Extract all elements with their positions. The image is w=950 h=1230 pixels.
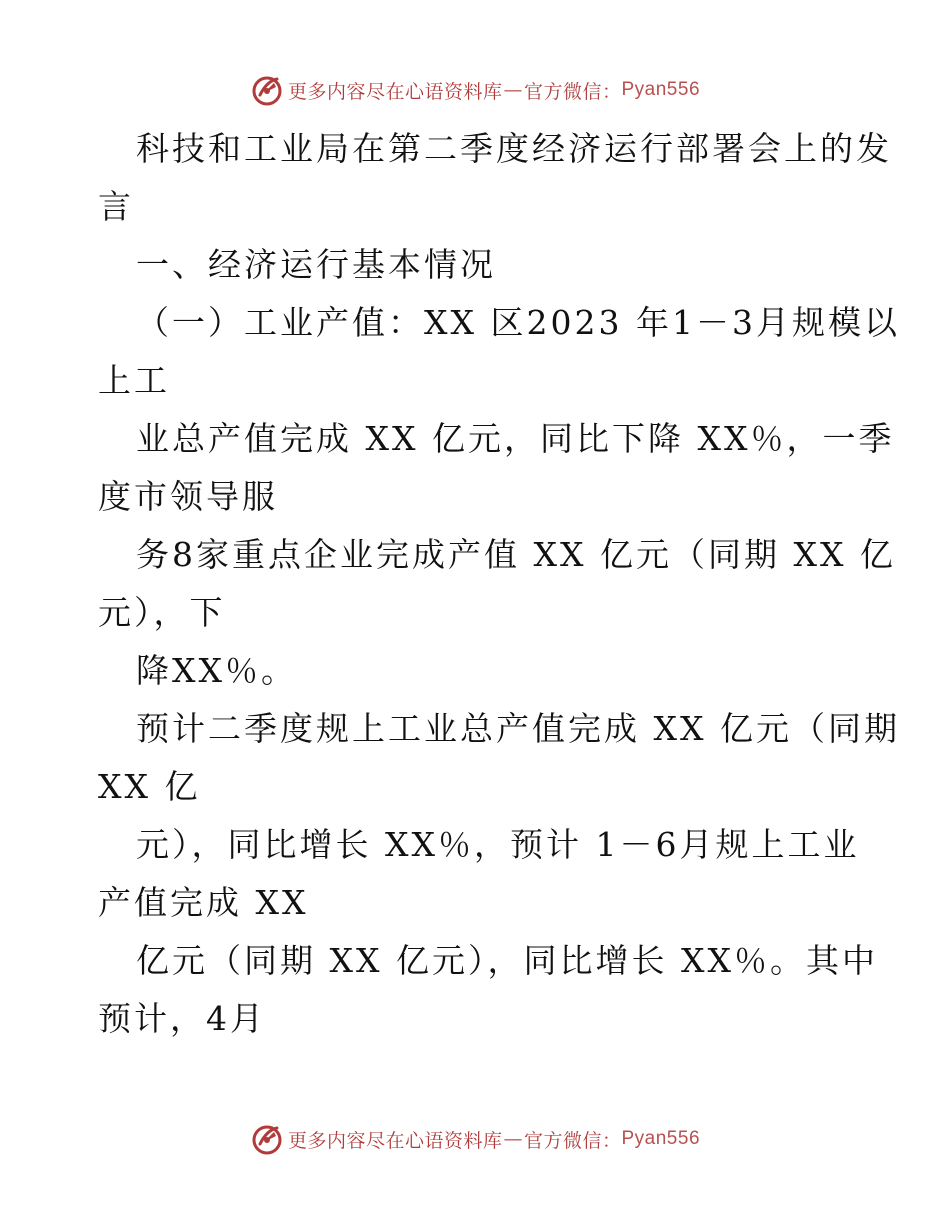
paragraph-title (98, 120, 892, 236)
watermark-brand: 更多内容尽在心语资料库 (287, 1129, 503, 1152)
paragraph-line: 预计二季度规上工业总产值完成 XX 亿元（同期 (136, 709, 900, 748)
footer-watermark (0, 1119, 950, 1159)
paragraph-line: 务8家重点企业完成产值 XX 亿元（同期 XX 亿 (136, 535, 896, 574)
document-body (98, 120, 900, 1048)
header-watermark (0, 70, 950, 110)
paragraph-line: 亿元（同期 XX 亿元），同比增长 XX％。其中 (136, 941, 878, 980)
paragraph-line: 科技和工业局在第二季度经济运行部署会上的发 (136, 129, 892, 168)
paragraph (98, 816, 858, 932)
paragraph-line: 业总产值完成 XX 亿元，同比下降 XX％，一季 (136, 419, 895, 458)
paragraph (98, 932, 878, 1048)
watermark-separator: — (503, 1128, 523, 1150)
brand-logo-icon (250, 1122, 284, 1156)
paragraph-line: （一）工业产值：XX 区2023 年1－3月规模以 (136, 303, 900, 342)
watermark-account: Pyan556 (621, 79, 701, 100)
paragraph-heading (98, 236, 858, 294)
paragraph (98, 700, 900, 816)
paragraph-line: 度市领导服 (98, 477, 278, 516)
paragraph-line: 言 (98, 187, 134, 226)
watermark-separator: — (503, 79, 523, 101)
paragraph-line: XX 亿 (98, 767, 201, 806)
paragraph (98, 410, 895, 526)
paragraph (98, 294, 900, 410)
paragraph-line: 一、经济运行基本情况 (136, 245, 496, 284)
watermark-label: 官方微信： (523, 1129, 622, 1152)
watermark-account: Pyan556 (621, 1128, 701, 1149)
brand-logo-icon (250, 73, 284, 107)
paragraph-line: 预计，4月 (98, 999, 266, 1038)
paragraph-line: 元），同比增长 XX％，预计 1－6月规上工业 (136, 825, 860, 864)
watermark-label: 官方微信： (523, 80, 622, 103)
paragraph-line: 降XX％。 (136, 651, 297, 690)
paragraph-line: 上工 (98, 361, 170, 400)
paragraph (98, 526, 896, 642)
paragraph-line: 元），下 (98, 593, 226, 632)
paragraph-line: 产值完成 XX (98, 883, 309, 922)
paragraph (98, 642, 858, 700)
watermark-brand: 更多内容尽在心语资料库 (287, 80, 503, 103)
